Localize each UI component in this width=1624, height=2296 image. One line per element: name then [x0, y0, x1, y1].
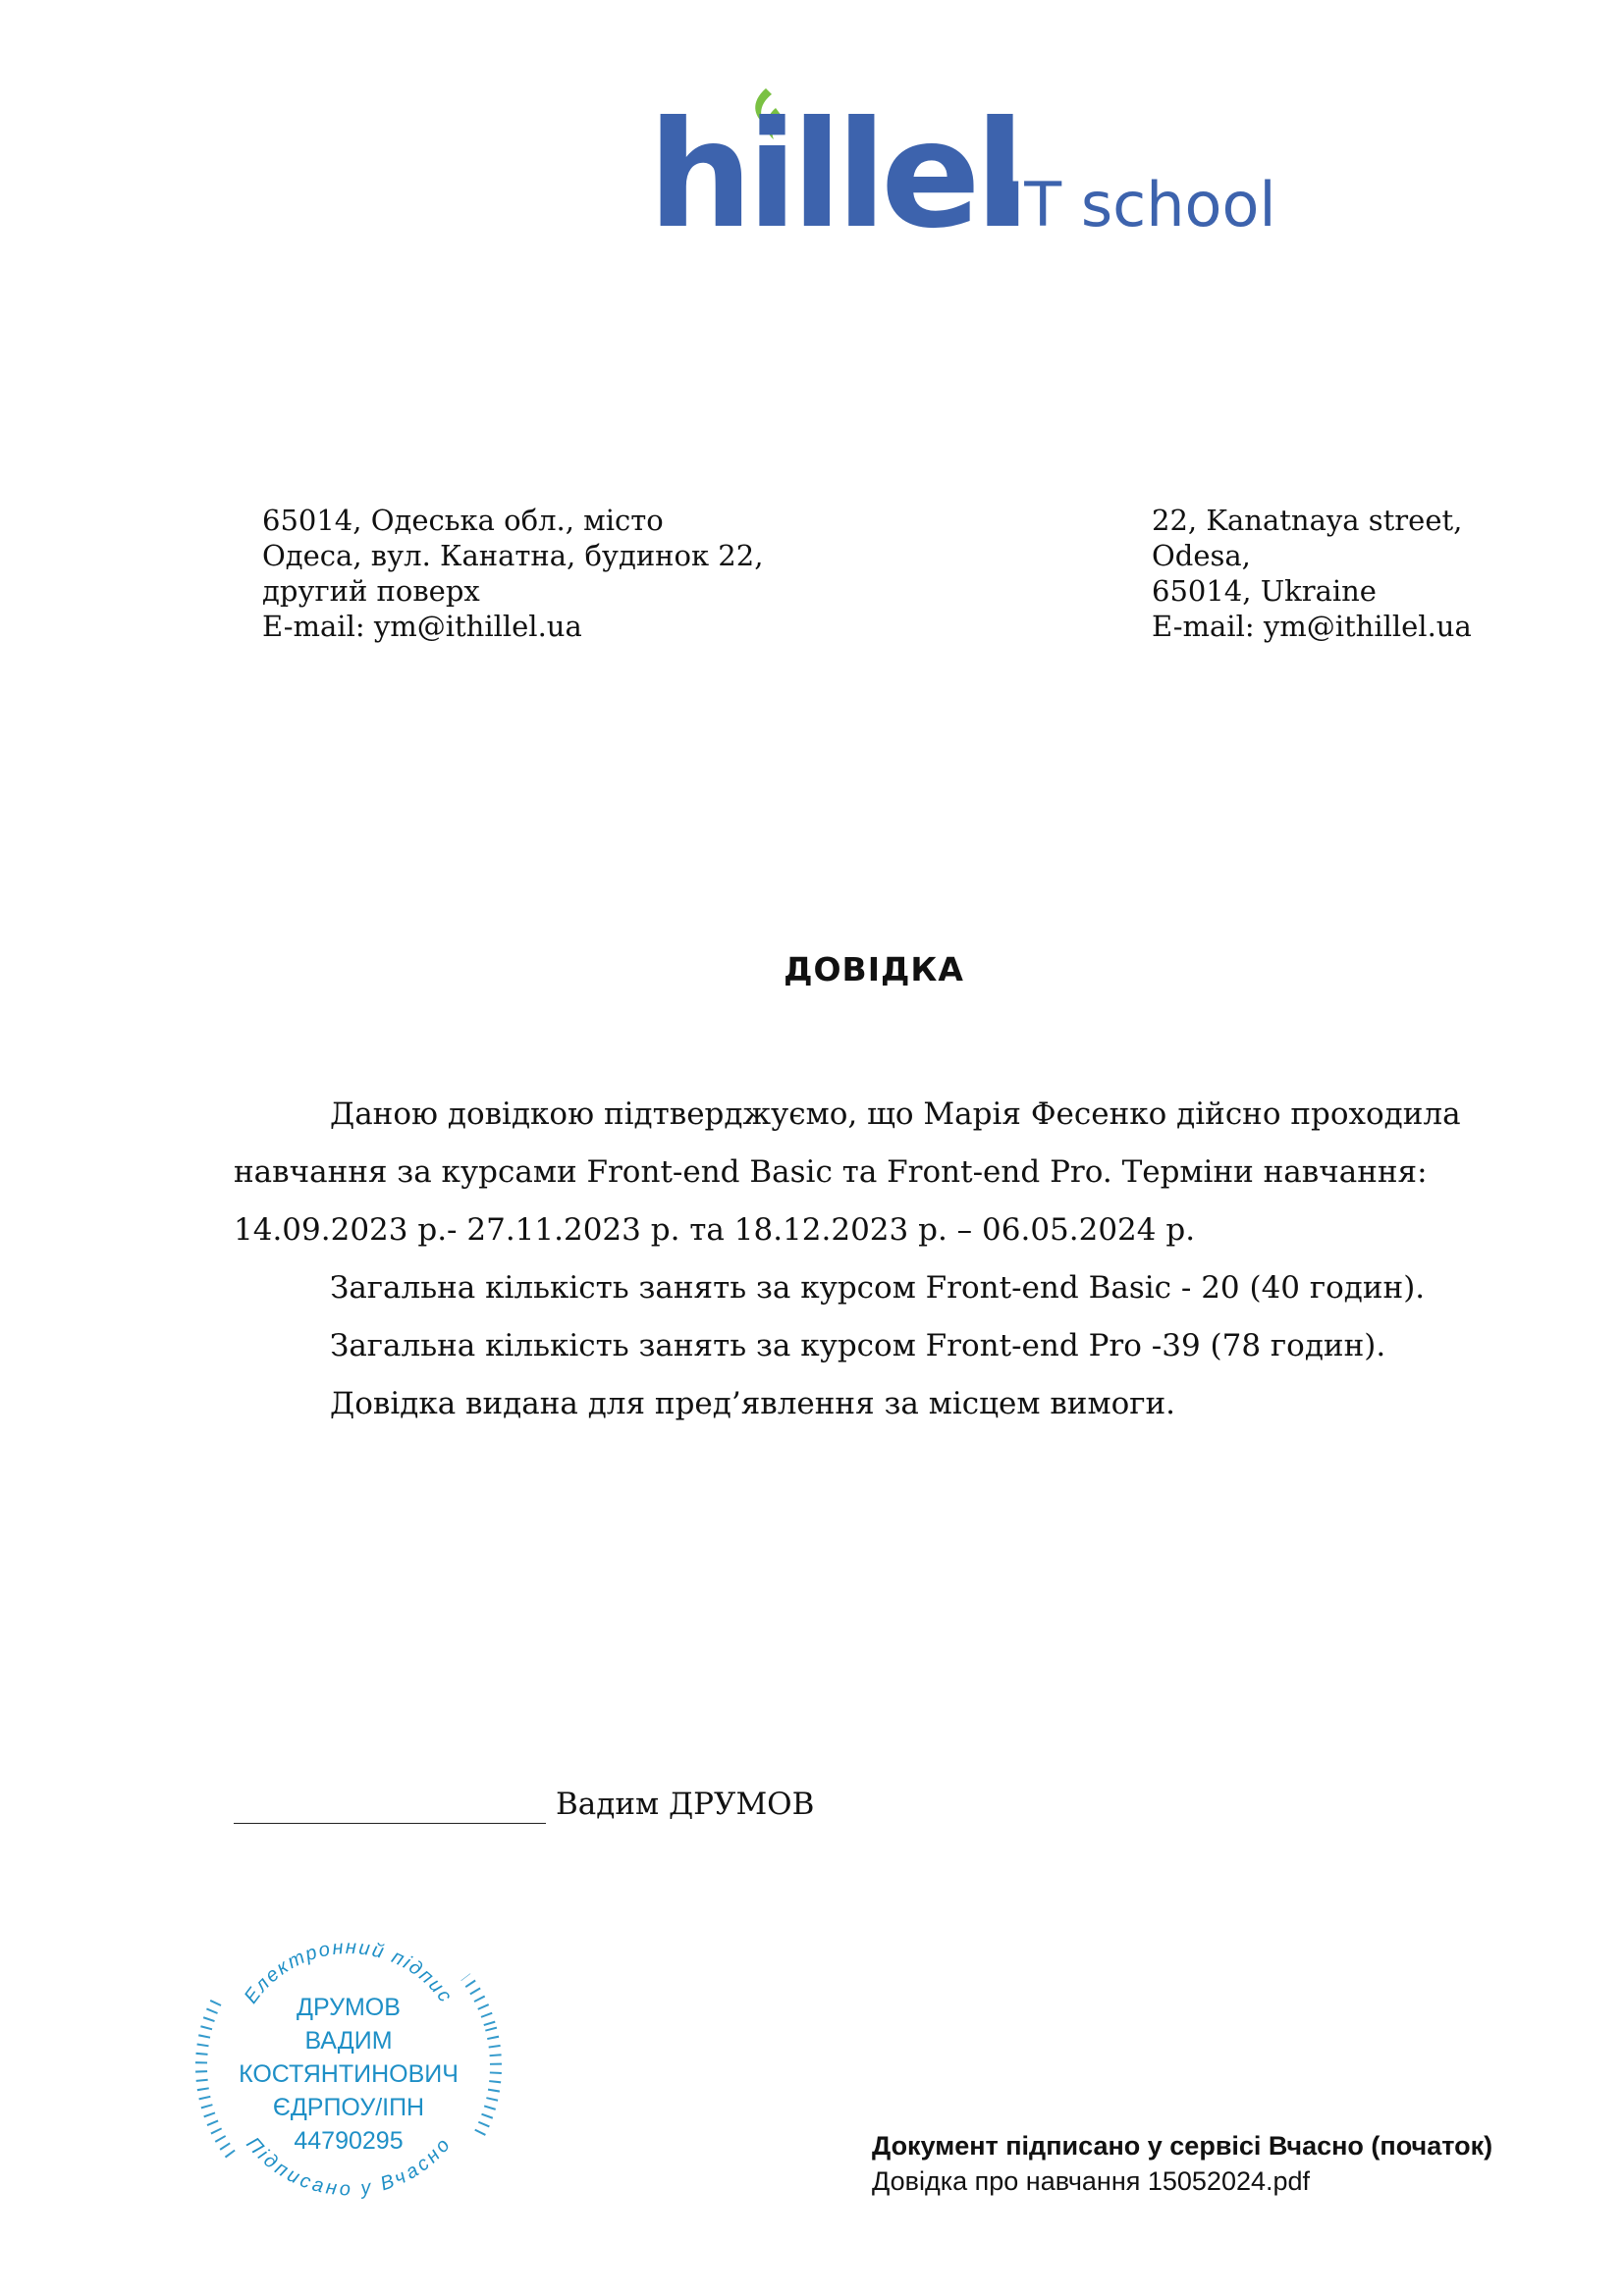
body-line: Даною довідкою підтверджуємо, що Марія Фесенко дійсно проходила — [330, 1096, 1461, 1132]
body-line: 14.09.2023 р.- 27.11.2023 р. та 18.12.2023 р. – 06.05.2024 р. — [234, 1212, 1196, 1248]
body-line: Довідка видана для пред’явлення за місцем вимоги. — [330, 1386, 1176, 1421]
document-body — [234, 1086, 1520, 1433]
electronic-signature-stamp — [187, 1904, 511, 2228]
body-line: Загальна кількість занять за курсом Front-end Basic - 20 (40 годин). — [330, 1270, 1426, 1306]
address-line: 22, Kanatnaya street, — [1152, 504, 1463, 537]
address-line: Odesa, — [1152, 539, 1251, 572]
address-line: 65014, Одеська обл., місто — [262, 504, 664, 537]
stamp-line: ВАДИМ — [304, 2027, 393, 2055]
stamp-line: ДРУМОВ — [297, 1994, 401, 2021]
signing-service-note — [872, 2128, 1492, 2199]
document-title: ДОВІДКА — [784, 950, 964, 988]
address-english — [1152, 503, 1472, 644]
stamp-top-arc: Електронний підпис — [240, 1936, 458, 2008]
signature-line — [234, 1789, 546, 1824]
stamp-line: КОСТЯНТИНОВИЧ — [239, 2060, 459, 2088]
address-email: E-mail: ym@ithillel.ua — [262, 610, 582, 643]
stamp-line: ЄДРПОУ/ІПН — [272, 2094, 425, 2121]
file-name: Довідка про навчання 15052024.pdf — [872, 2166, 1311, 2196]
address-line: 65014, Ukraine — [1152, 574, 1377, 608]
address-line: другий поверх — [262, 574, 480, 608]
signatory-name: Вадим ДРУМОВ — [556, 1787, 815, 1822]
address-email: E-mail: ym@ithillel.ua — [1152, 610, 1472, 643]
stamp-bottom-arc: Підписано у Вчасно — [242, 2133, 456, 2201]
body-line: Загальна кількість занять за курсом Front-end Pro -39 (78 годин). — [330, 1328, 1386, 1363]
hillel-logo — [648, 79, 1316, 236]
signature-block — [234, 1785, 814, 1824]
logo-brand: hillel — [648, 90, 1020, 236]
signed-note: Документ підписано у сервісі Вчасно (початок) — [872, 2131, 1493, 2161]
logo-suffix: IT school — [1006, 169, 1276, 236]
address-ukrainian — [262, 503, 763, 644]
stamp-line: 44790295 — [294, 2127, 404, 2155]
address-line: Одеса, вул. Канатна, будинок 22, — [262, 539, 764, 572]
body-line: навчання за курсами Front-end Basic та Front-end Pro. Терміни навчання: — [234, 1154, 1428, 1190]
